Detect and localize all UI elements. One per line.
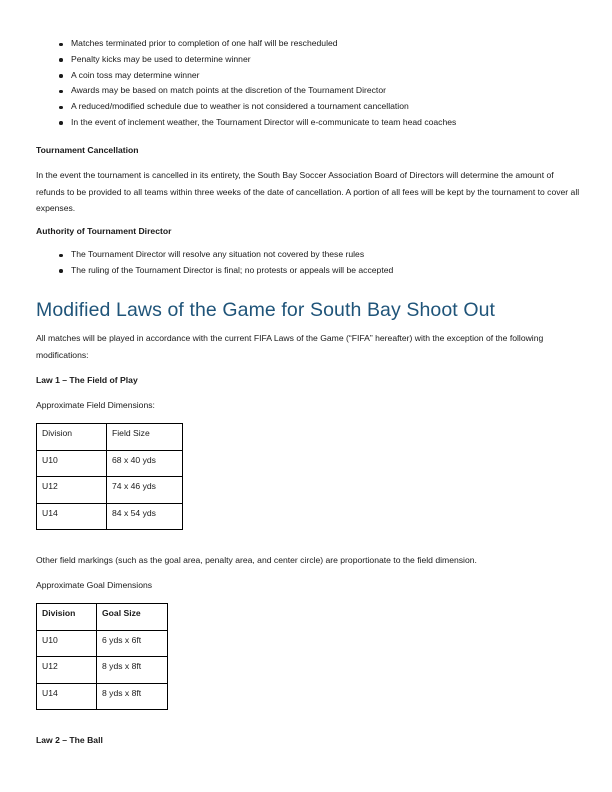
table-header-cell: Goal Size [97,604,168,631]
goal-dimensions-caption: Approximate Goal Dimensions [36,580,153,590]
intro-paragraph: All matches will be played in accordance with the current FIFA Laws of the Game (“FIFA” hereafter) with the exception of the following modifications: [36,333,544,360]
table-header-cell: Division [37,424,107,451]
list-item: Awards may be based on match points at the discretion of the Tournament Director [36,83,456,99]
table-row [37,630,168,657]
bullet-icon [59,254,63,258]
list-item: Penalty kicks may be used to determine winner [36,52,456,68]
table-header-cell: Field Size [107,424,183,451]
table-row [37,657,168,684]
list-item: The ruling of the Tournament Director is final; no protests or appeals will be accepted [36,263,393,279]
bullet-icon [59,90,63,94]
table-cell: U14 [37,503,107,530]
section-title: Modified Laws of the Game for South Bay Shoot Out [36,299,496,321]
table-header-row [37,424,183,451]
table-cell: U14 [37,683,97,710]
table-row [37,503,183,530]
table-row [37,683,168,710]
field-markings-note: Other field markings (such as the goal area, penalty area, and center circle) are proportionate to the field dimension. [36,555,477,565]
bullet-icon [59,106,63,110]
table-cell: U10 [37,450,107,477]
list-item: A reduced/modified schedule due to weather is not considered a tournament cancellation [36,99,456,115]
law2-heading: Law 2 – The Ball [36,735,103,745]
cancellation-paragraph: In the event the tournament is cancelled in its entirety, the South Bay Soccer Association Board of Directors will determine the amount of refunds to be provided to all teams within three weeks of the date of cancellation. A portion of all fees will be kept by the tournament to cover all expenses. [36,170,580,213]
table-header-cell: Division [37,604,97,631]
authority-list [36,247,393,279]
table-cell: U12 [37,657,97,684]
table-header-row [37,604,168,631]
list-item: In the event of inclement weather, the Tournament Director will e-communicate to team head coaches [36,115,456,131]
bullet-icon [59,121,63,125]
table-cell: U10 [37,630,97,657]
weather-rules-list [36,36,456,131]
list-item: A coin toss may determine winner [36,68,456,84]
table-cell: 6 yds x 6ft [97,630,168,657]
table-cell: 8 yds x 8ft [97,657,168,684]
table-cell: 8 yds x 8ft [97,683,168,710]
bullet-icon [59,269,63,273]
bullet-icon [59,74,63,78]
list-item: Matches terminated prior to completion of one half will be rescheduled [36,36,456,52]
field-dimensions-table [36,423,183,530]
goal-dimensions-table [36,603,168,710]
field-dimensions-caption: Approximate Field Dimensions: [36,400,155,410]
bullet-icon [59,58,63,62]
table-cell: U12 [37,477,107,504]
table-row [37,450,183,477]
table-row [37,477,183,504]
cancellation-heading: Tournament Cancellation [36,145,139,155]
bullet-icon [59,43,63,47]
table-cell: 68 x 40 yds [107,450,183,477]
authority-heading: Authority of Tournament Director [36,226,172,236]
list-item: The Tournament Director will resolve any situation not covered by these rules [36,247,393,263]
table-cell: 84 x 54 yds [107,503,183,530]
table-cell: 74 x 46 yds [107,477,183,504]
law1-heading: Law 1 – The Field of Play [36,375,138,385]
